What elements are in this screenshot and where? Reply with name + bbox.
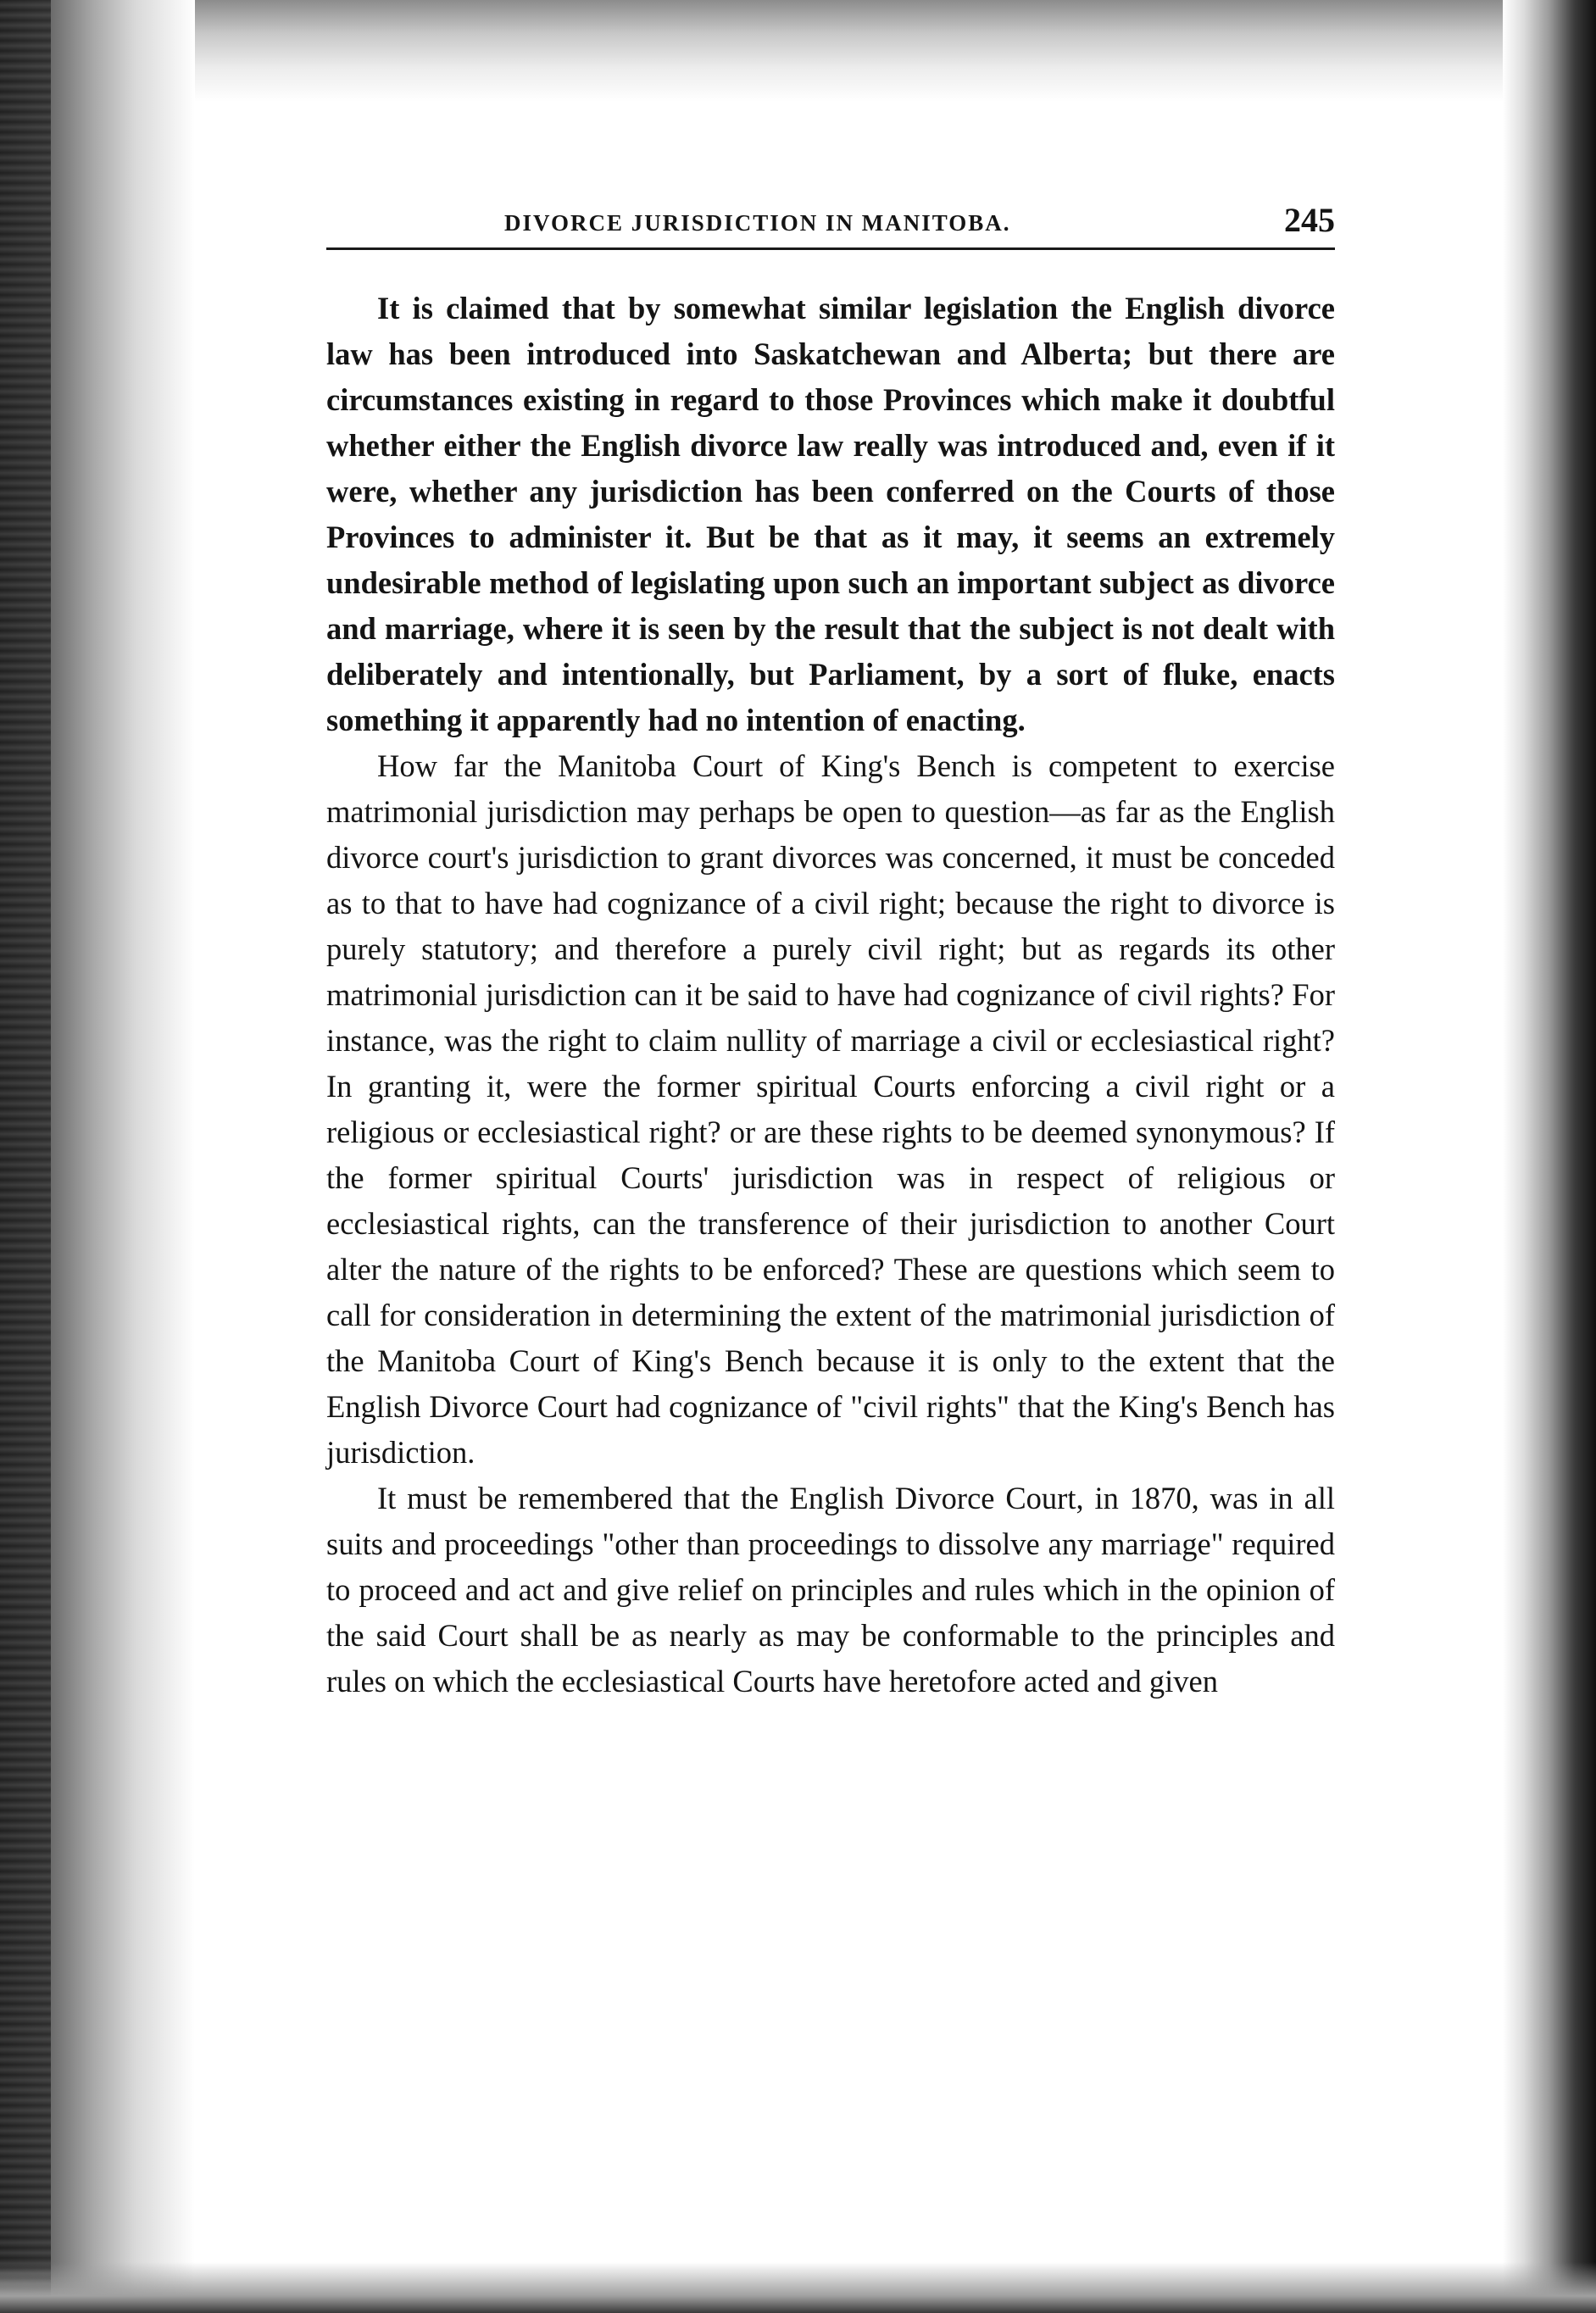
page-number: 245: [1284, 201, 1335, 239]
scan-shadow-top: [0, 0, 1596, 102]
book-page: [326, 195, 1335, 1704]
scan-shadow-right: [1503, 0, 1596, 2313]
running-head: [326, 195, 1335, 246]
paragraph-1: It is claimed that by somewhat similar legislation the English divorce law has been introduced into Saskatchewan and Alberta; but there are circumstances existing in regard to those Provinces which make it doubtful whether either the English divorce law really was introduced and, even if it were, whether any jurisdiction has been conferred on the Courts of those Provinces to administer it. But be that as it may, it seems an extremely undesirable method of legislating upon such an important subject as divorce and marriage, where it is seen by the result that the subject is not dealt with deliberately and intentionally, but Parliament, by a sort of fluke, enacts something it apparently had no intention of enacting.: [326, 291, 1335, 737]
header-rule: [326, 247, 1335, 250]
binding-edge: [0, 0, 51, 2313]
paragraph-2: How far the Manitoba Court of King's Bench is competent to exercise matrimonial jurisdiction may perhaps be open to question—as far as the English divorce court's jurisdiction to grant divorces was concerned, it must be conceded as to that to have had cognizance of a civil right; because the right to divorce is purely statutory; and therefore a purely civil right; but as regards its other matrimonial jurisdiction can it be said to have had cognizance of civil rights? For instance, was the right to claim nullity of marriage a civil or ecclesiastical right? In granting it, were the former spiritual Courts enforcing a civil right or a religious or ecclesiastical right? or are these rights to be deemed synonymous? If the former spiritual Courts' jurisdiction was in respect of religious or ecclesiastical rights, can the transference of their jurisdiction to another Court alter the nature of the rights to be enforced? These are questions which seem to call for consideration in determining the extent of the matrimonial jurisdiction of the Manitoba Court of King's Bench because it is only to the extent that the English Divorce Court had cognizance of "civil rights" that the King's Bench has jurisdiction.: [326, 748, 1335, 1470]
scan-shadow-bottom: [0, 2262, 1596, 2313]
running-title: DIVORCE JURISDICTION IN MANITOBA.: [504, 210, 1011, 236]
paragraph-3: It must be remembered that the English Divorce Court, in 1870, was in all suits and proceedings "other than proceedings to dissolve any marriage" required to proceed and act and give relief on principles and rules which in the opinion of the said Court shall be as nearly as may be conformable to the principles and rules on which the ecclesiastical Courts have heretofore acted and given: [326, 1481, 1335, 1699]
